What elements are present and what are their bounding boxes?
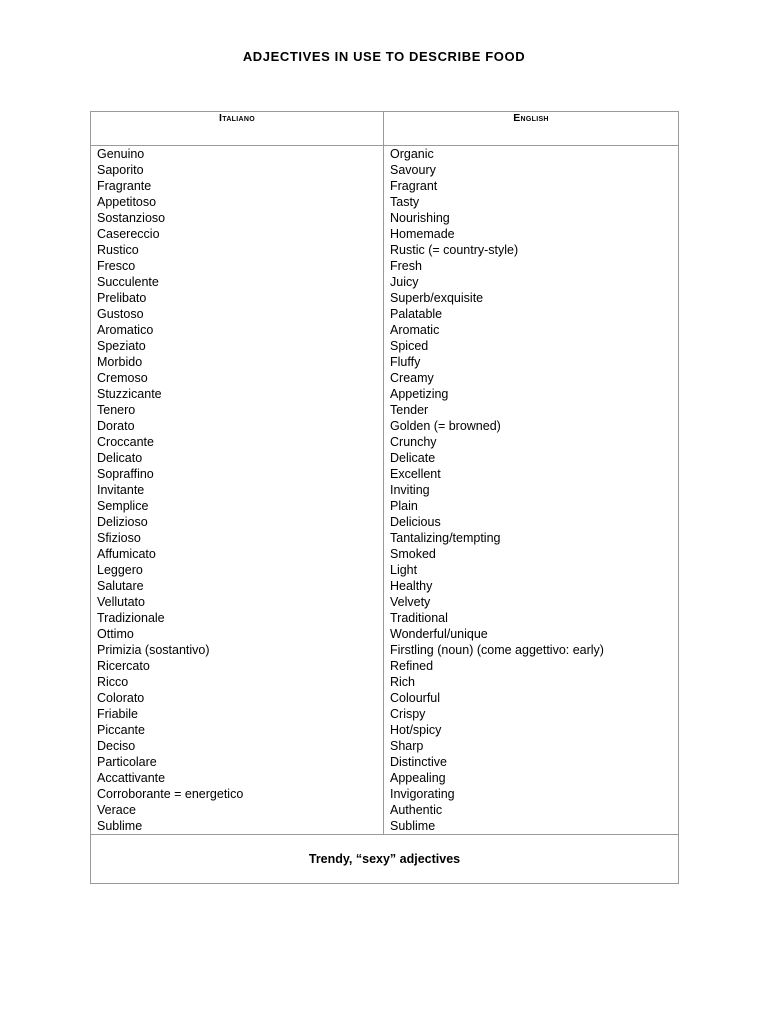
english-cell: Healthy: [384, 578, 679, 594]
table-row: [91, 818, 679, 835]
table-row: [91, 242, 679, 258]
italiano-cell: Tenero: [91, 402, 384, 418]
table-row: [91, 306, 679, 322]
italiano-cell: Verace: [91, 802, 384, 818]
english-cell: Fresh: [384, 258, 679, 274]
table-row: [91, 514, 679, 530]
italiano-cell: Appetitoso: [91, 194, 384, 210]
table-row: [91, 530, 679, 546]
table-row: [91, 178, 679, 194]
english-cell: Organic: [384, 146, 679, 163]
english-cell: Colourful: [384, 690, 679, 706]
english-cell: Creamy: [384, 370, 679, 386]
italiano-cell: Colorato: [91, 690, 384, 706]
table-row: [91, 754, 679, 770]
english-cell: Smoked: [384, 546, 679, 562]
italiano-cell: Sfizioso: [91, 530, 384, 546]
table-row: [91, 594, 679, 610]
italiano-cell: Casereccio: [91, 226, 384, 242]
english-cell: Inviting: [384, 482, 679, 498]
english-cell: Velvety: [384, 594, 679, 610]
table-row: [91, 450, 679, 466]
english-cell: Traditional: [384, 610, 679, 626]
header-label-italiano: Italiano: [219, 112, 255, 124]
english-cell: Hot/spicy: [384, 722, 679, 738]
table-row: [91, 722, 679, 738]
italiano-cell: Primizia (sostantivo): [91, 642, 384, 658]
english-cell: Nourishing: [384, 210, 679, 226]
page-title: ADJECTIVES IN USE TO DESCRIBE FOOD: [242, 49, 526, 64]
table-header-row: [91, 112, 679, 146]
english-cell: Delicate: [384, 450, 679, 466]
table-row: [91, 562, 679, 578]
table-row: [91, 322, 679, 338]
italiano-cell: Delizioso: [91, 514, 384, 530]
english-cell: Appealing: [384, 770, 679, 786]
english-cell: Distinctive: [384, 754, 679, 770]
table-row: [91, 466, 679, 482]
english-cell: Wonderful/unique: [384, 626, 679, 642]
italiano-cell: Accattivante: [91, 770, 384, 786]
table-row: [91, 610, 679, 626]
english-cell: Golden (= browned): [384, 418, 679, 434]
table-row: [91, 370, 679, 386]
italiano-cell: Fragrante: [91, 178, 384, 194]
italiano-cell: Dorato: [91, 418, 384, 434]
italiano-cell: Leggero: [91, 562, 384, 578]
table-row: [91, 258, 679, 274]
table-row: [91, 738, 679, 754]
table-row: [91, 418, 679, 434]
italiano-cell: Genuino: [91, 146, 384, 163]
english-cell: Superb/exquisite: [384, 290, 679, 306]
english-cell: Aromatic: [384, 322, 679, 338]
italiano-cell: Prelibato: [91, 290, 384, 306]
english-cell: Tender: [384, 402, 679, 418]
table-row: [91, 658, 679, 674]
italiano-cell: Rustico: [91, 242, 384, 258]
table-row: [91, 786, 679, 802]
italiano-cell: Particolare: [91, 754, 384, 770]
italiano-cell: Delicato: [91, 450, 384, 466]
italiano-cell: Sopraffino: [91, 466, 384, 482]
english-cell: Savoury: [384, 162, 679, 178]
english-cell: Fragrant: [384, 178, 679, 194]
italiano-cell: Stuzzicante: [91, 386, 384, 402]
english-cell: Invigorating: [384, 786, 679, 802]
table-row: [91, 386, 679, 402]
italiano-cell: Vellutato: [91, 594, 384, 610]
english-cell: Rustic (= country-style): [384, 242, 679, 258]
italiano-cell: Ricercato: [91, 658, 384, 674]
table-row: [91, 194, 679, 210]
english-cell: Firstling (noun) (come aggettivo: early): [384, 642, 679, 658]
table-row: [91, 770, 679, 786]
english-cell: Sublime: [384, 818, 679, 835]
italiano-cell: Fresco: [91, 258, 384, 274]
vocabulary-table: [90, 111, 679, 884]
table-row: [91, 642, 679, 658]
italiano-cell: Semplice: [91, 498, 384, 514]
column-header-italiano: [91, 112, 384, 146]
table-row: [91, 210, 679, 226]
table-row: [91, 546, 679, 562]
italiano-cell: Speziato: [91, 338, 384, 354]
table-row: [91, 482, 679, 498]
italiano-cell: Friabile: [91, 706, 384, 722]
italiano-cell: Morbido: [91, 354, 384, 370]
italiano-cell: Gustoso: [91, 306, 384, 322]
table-row: [91, 674, 679, 690]
english-cell: Palatable: [384, 306, 679, 322]
english-cell: Appetizing: [384, 386, 679, 402]
table-row: [91, 354, 679, 370]
italiano-cell: Tradizionale: [91, 610, 384, 626]
english-cell: Delicious: [384, 514, 679, 530]
italiano-cell: Sublime: [91, 818, 384, 835]
table-footer-row: [91, 835, 679, 884]
english-cell: Sharp: [384, 738, 679, 754]
english-cell: Rich: [384, 674, 679, 690]
english-cell: Tasty: [384, 194, 679, 210]
italiano-cell: Saporito: [91, 162, 384, 178]
header-label-english: English: [513, 112, 549, 124]
table-row: [91, 402, 679, 418]
italiano-cell: Ottimo: [91, 626, 384, 642]
italiano-cell: Cremoso: [91, 370, 384, 386]
table-row: [91, 498, 679, 514]
column-header-english: [384, 112, 679, 146]
italiano-cell: Croccante: [91, 434, 384, 450]
english-cell: Crispy: [384, 706, 679, 722]
italiano-cell: Deciso: [91, 738, 384, 754]
english-cell: Fluffy: [384, 354, 679, 370]
italiano-cell: Invitante: [91, 482, 384, 498]
italiano-cell: Salutare: [91, 578, 384, 594]
english-cell: Light: [384, 562, 679, 578]
italiano-cell: Succulente: [91, 274, 384, 290]
english-cell: Authentic: [384, 802, 679, 818]
table-row: [91, 226, 679, 242]
italiano-cell: Aromatico: [91, 322, 384, 338]
italiano-cell: Ricco: [91, 674, 384, 690]
english-cell: Tantalizing/tempting: [384, 530, 679, 546]
english-cell: Plain: [384, 498, 679, 514]
english-cell: Spiced: [384, 338, 679, 354]
table-row: [91, 338, 679, 354]
table-row: [91, 274, 679, 290]
table-row: [91, 290, 679, 306]
table-row: [91, 802, 679, 818]
table-row: [91, 146, 679, 163]
italiano-cell: Sostanzioso: [91, 210, 384, 226]
italiano-cell: Corroborante = energetico: [91, 786, 384, 802]
table-row: [91, 434, 679, 450]
table-row: [91, 706, 679, 722]
table-row: [91, 690, 679, 706]
italiano-cell: Piccante: [91, 722, 384, 738]
table-footer: Trendy, “sexy” adjectives: [91, 835, 679, 884]
italiano-cell: Affumicato: [91, 546, 384, 562]
table-row: [91, 626, 679, 642]
english-cell: Crunchy: [384, 434, 679, 450]
table-row: [91, 578, 679, 594]
english-cell: Refined: [384, 658, 679, 674]
table-row: [91, 162, 679, 178]
english-cell: Juicy: [384, 274, 679, 290]
english-cell: Excellent: [384, 466, 679, 482]
english-cell: Homemade: [384, 226, 679, 242]
